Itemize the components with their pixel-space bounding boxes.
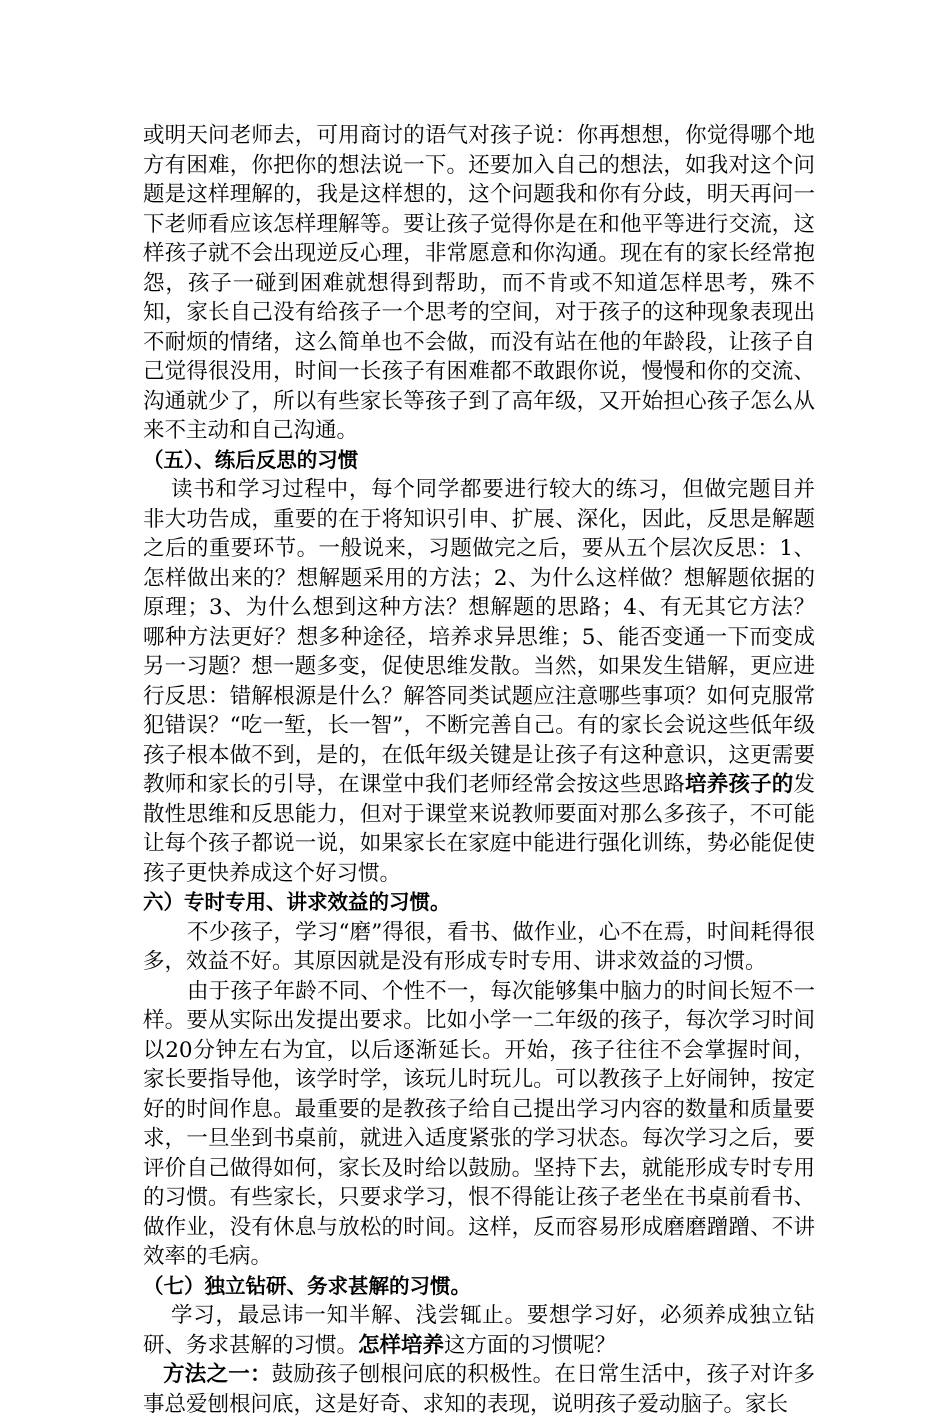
document-body	[143, 121, 815, 1419]
bold-phrase-how-to-cultivate: 怎样培养	[358, 1332, 445, 1358]
heading-section-7: （七）独立钻研、务求甚解的习惯。	[143, 1273, 471, 1298]
heading-section-6: 六）专时专用、讲求效益的习惯。	[143, 890, 451, 914]
paragraph-independent-study-text: 学习，最忌讳一知半解、浅尝辄止。要想学习好，必须养成独立钻研、务求甚解的习惯。	[143, 1303, 815, 1358]
paragraph-independent-study-tail: 这方面的习惯呢？	[444, 1332, 617, 1358]
bold-phrase-cultivate: 培养孩子的	[685, 772, 794, 797]
paragraph-method-one-text: 鼓励孩子刨根问底的积极性。在日常生活中，孩子对许多事总爱刨根问底，这是好奇、求知的表现，说明孩子爱动脑子。家长	[143, 1362, 815, 1417]
paragraph-reflection	[143, 475, 815, 888]
paragraph-method-one	[143, 1360, 815, 1419]
heading-section-5: （五）、练后反思的习惯	[143, 447, 359, 472]
paragraph-reflection-tail: 发散性思维和反思能力，但对于课堂来说教师要面对那么多孩子，不可能让每个孩子都说一说，如果家长在家庭中能进行强化训练，势必能促使孩子更快养成这个好习惯。	[143, 772, 815, 886]
paragraph-time-management: 由于孩子年龄不同、个性不一，每次能够集中脑力的时间长短不一样。要从实际出发提出要求。比如小学一二年级的孩子，每次学习时间以20分钟左右为宜，以后逐渐延长。开始，孩子往往不会掌握时间，家长要指导他，该学时学，该玩儿时玩儿。可以教孩子上好闹钟，按定好的时间作息。最重要的是教孩子给自己提出学习内容的数量和质量要求，一旦坐到书桌前，就进入适度紧张的学习状态。每次学习之后，要评价自己做得如何，家长及时给以鼓励。坚持下去，就能形成专时专用的习惯。有些家长，只要求学习，恨不得能让孩子老坐在书桌前看书、做作业，没有休息与放松的时间。这样，反而容易形成磨磨蹭蹭、不讲效率的毛病。	[143, 978, 815, 1269]
bold-label-method-one: 方法之一：	[163, 1362, 272, 1387]
paragraph-independent-study	[143, 1301, 815, 1360]
paragraph-communication: 或明天问老师去，可用商讨的语气对孩子说：你再想想，你觉得哪个地方有困难，你把你的想法说一下。还要加入自己的想法，如我对这个问题是这样理解的，我是这样想的，这个问题我和你有分歧，明天再问一下老师看应该怎样理解等。要让孩子觉得你是在和他平等进行交流，这样孩子就不会出现逆反心理，非常愿意和你沟通。现在有的家长经常抱怨，孩子一碰到困难就想得到帮助，而不肯或不知道怎样思考，殊不知，家长自己没有给孩子一个思考的空间，对于孩子的这种现象表现出不耐烦的情绪，这么简单也不会做，而没有站在他的年龄段，让孩子自己觉得很没用，时间一长孩子有困难都不敢跟你说，慢慢和你的交流、沟通就少了，所以有些家长等孩子到了高年级，又开始担心孩子怎么从来不主动和自己沟通。	[143, 123, 815, 443]
paragraph-dawdling: 不少孩子，学习“磨”得很，看书、做作业，心不在焉，时间耗得很多，效益不好。其原因就是没有形成专时专用、讲求效益的习惯。	[143, 919, 815, 974]
paragraph-reflection-text: 读书和学习过程中，每个同学都要进行较大的练习，但做完题目并非大功告成，重要的在于将知识引申、扩展、深化，因此，反思是解题之后的重要环节。一般说来，习题做完之后，要从五个层次反思：1、怎样做出来的？想解题采用的方法；2、为什么这样做？想解题依据的原理；3、为什么想到这种方法？想解题的思路；4、有无其它方法？哪种方法更好？想多种途径，培养求异思维；5、能否变通一下而变成另一习题？想一题多变，促使思维发散。当然，如果发生错解，更应进行反思：错解根源是什么？解答同类试题应注意哪些事项？如何克服常犯错误？“吃一堑，长一智”，不断完善自己。有的家长会说这些低年级孩子根本做不到，是的，在低年级关键是让孩子有这种意识，这更需要教师和家长的引导，在课堂中我们老师经常会按这些思路	[143, 477, 815, 797]
